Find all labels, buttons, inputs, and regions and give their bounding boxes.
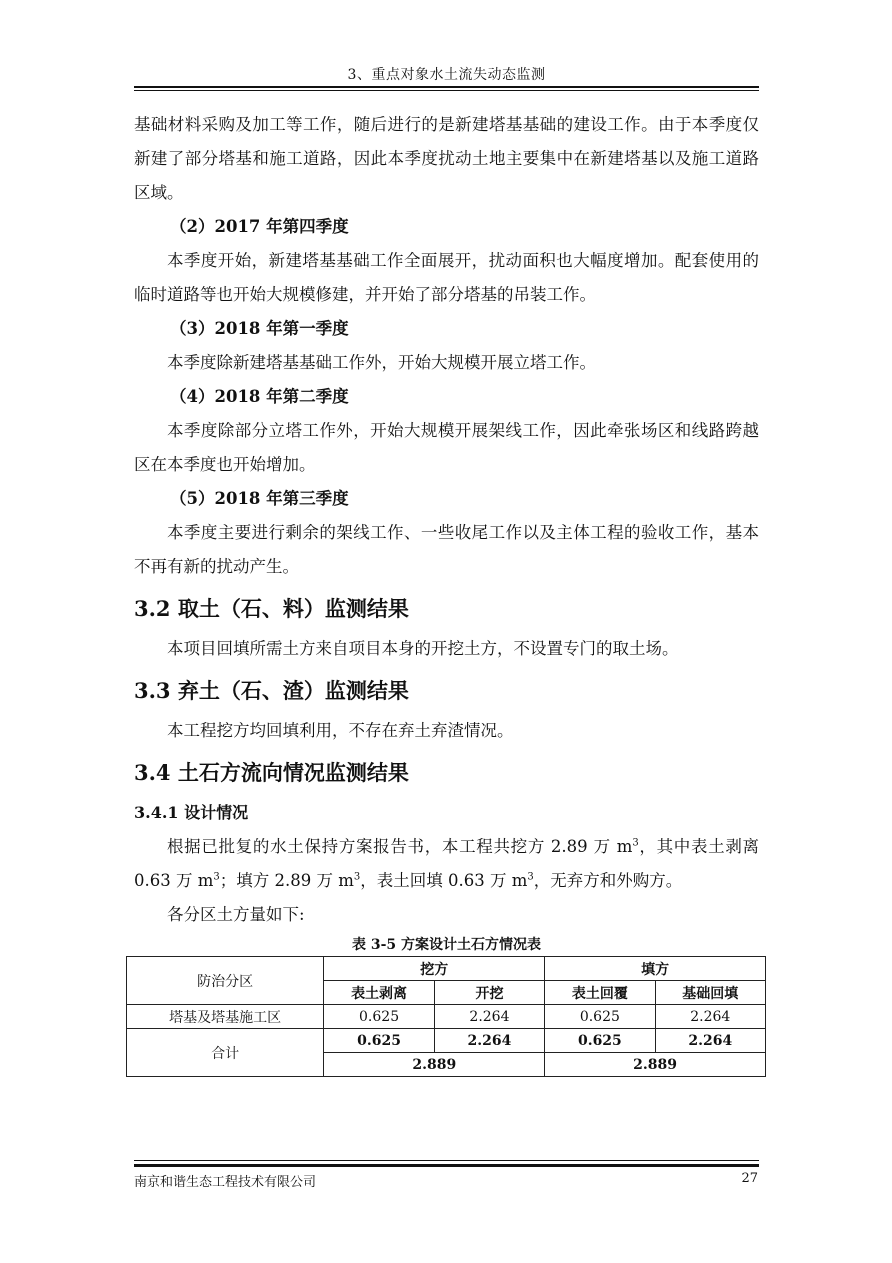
- paragraph-design: [134, 830, 759, 898]
- table-row: [127, 1029, 766, 1053]
- superscript: 3: [632, 837, 639, 849]
- page-number: 27: [741, 1171, 758, 1186]
- cell-value: 2.264: [655, 1005, 765, 1029]
- subheading-2018q3: （5）2018 年第三季度: [170, 489, 349, 508]
- header-zone: 防治分区: [127, 957, 324, 1005]
- cell-fill-sum: 2.889: [545, 1053, 766, 1077]
- cell-zone: 塔基及塔基施工区: [127, 1005, 324, 1029]
- text-run: ，表土回填 0.63 万 m: [360, 871, 528, 890]
- cell-value: 0.625: [324, 1005, 434, 1029]
- page-body: [134, 108, 759, 956]
- cell-value: 0.625: [545, 1005, 655, 1029]
- header-rule: [134, 86, 759, 88]
- header-rule-thin: [134, 90, 759, 91]
- table-caption: 表 3-5 方案设计土石方情况表: [351, 937, 542, 953]
- header-cut: 挖方: [324, 957, 545, 981]
- subheading-2018q2: （4）2018 年第二季度: [170, 387, 349, 406]
- paragraph: 基础材料采购及加工等工作，随后进行的是新建塔基基础的建设工作。由于本季度仅新建了部分塔基和施工道路，因此本季度扰动土地主要集中在新建塔基以及施工道路区域。: [134, 115, 759, 202]
- footer-company: 南京和谐生态工程技术有限公司: [134, 1175, 317, 1190]
- text-run: ，其中表土剥离 0.63 万 m: [134, 837, 760, 890]
- section-heading-3-4: 3.4 土石方流向情况监测结果: [134, 760, 409, 785]
- subheader-topsoil-strip: 表土剥离: [324, 981, 434, 1005]
- section-heading-3-3: 3.3 弃土（石、渣）监测结果: [134, 678, 409, 703]
- text-run: 根据已批复的水土保持方案报告书，本工程共挖方 2.89 万 m: [167, 837, 633, 856]
- footer-rule-thin: [134, 1160, 759, 1161]
- cell-total-label: 合计: [127, 1029, 324, 1077]
- subheading-2017q4: （2）2017 年第四季度: [170, 217, 349, 236]
- earthwork-table: [126, 956, 766, 1077]
- paragraph: 本工程挖方均回填利用，不存在弃土弃渣情况。: [167, 721, 514, 740]
- running-header: 3、重点对象水土流失动态监测: [347, 67, 546, 83]
- footer-rule: [134, 1164, 759, 1167]
- subheader-topsoil-cover: 表土回覆: [545, 981, 655, 1005]
- cell-value: 2.264: [655, 1029, 765, 1053]
- superscript: 3: [527, 871, 534, 883]
- paragraph: 本季度除部分立塔工作外，开始大规模开展架线工作，因此牵张场区和线路跨越区在本季度也开始增加。: [134, 421, 759, 474]
- paragraph: 本季度主要进行剩余的架线工作、一些收尾工作以及主体工程的验收工作，基本不再有新的扰动产生。: [134, 523, 759, 576]
- cell-value: 0.625: [545, 1029, 655, 1053]
- table-row: [127, 957, 766, 981]
- cell-value: 2.264: [434, 1005, 544, 1029]
- subheader-excavate: 开挖: [434, 981, 544, 1005]
- superscript: 3: [353, 871, 361, 883]
- superscript: 3: [213, 871, 220, 883]
- paragraph: 本项目回填所需土方来自项目本身的开挖土方，不设置专门的取土场。: [167, 639, 679, 658]
- cell-value: 2.264: [434, 1029, 544, 1053]
- subsection-heading-3-4-1: 3.4.1 设计情况: [134, 803, 249, 822]
- text-run: ，无弃方和外购方。: [533, 871, 683, 890]
- paragraph: 本季度除新建塔基基础工作外，开始大规模开展立塔工作。: [167, 353, 596, 372]
- paragraph: 本季度开始，新建塔基基础工作全面展开，扰动面积也大幅度增加。配套使用的临时道路等也开始大规模修建，并开始了部分塔基的吊装工作。: [134, 251, 759, 304]
- cell-cut-sum: 2.889: [324, 1053, 545, 1077]
- table-row: [127, 1005, 766, 1029]
- cell-value: 0.625: [324, 1029, 434, 1053]
- paragraph: 各分区土方量如下:: [167, 905, 305, 924]
- subheading-2018q1: （3）2018 年第一季度: [170, 319, 349, 338]
- subheader-base-fill: 基础回填: [655, 981, 765, 1005]
- text-run: ；填方 2.89 万 m: [219, 871, 354, 890]
- header-fill: 填方: [545, 957, 766, 981]
- section-heading-3-2: 3.2 取土（石、料）监测结果: [134, 596, 409, 621]
